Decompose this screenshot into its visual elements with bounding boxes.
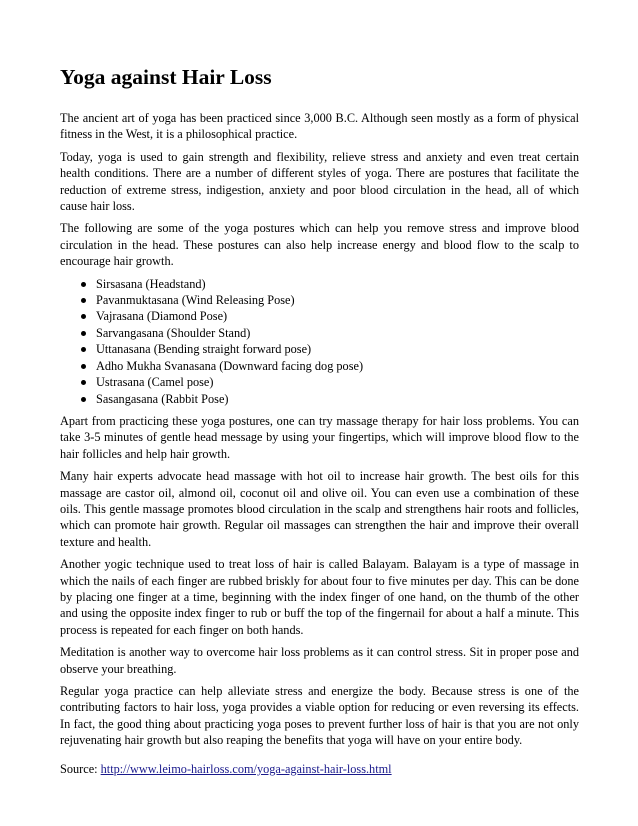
bullet-icon (81, 397, 86, 402)
source-line (60, 761, 579, 777)
list-item-text: Pavanmuktasana (Wind Releasing Pose) (96, 293, 295, 308)
list-item-text: Uttanasana (Bending straight forward pose) (96, 342, 312, 357)
source-link[interactable]: http://www.leimo-hairloss.com/yoga-against-hair-loss.html (100, 761, 392, 776)
body-paragraph-4: Meditation is another way to overcome hair loss problems as it can control stress. Sit in proper pose and observe your breathing. (60, 645, 579, 676)
list-item (96, 374, 579, 390)
body-paragraph-2: Many hair experts advocate head massage with hot oil to increase hair growth. The best oils for this massage are castor oil, almond oil, coconut oil and olive oil. You can even use a combination of these oils. This gentle massage promotes blood circulation in the scalp and strengthens hair roots and follicles, which can promote hair growth. Regular oil massages can strengthen the hair and improve their overall texture and health. (60, 469, 579, 549)
bullet-icon (81, 298, 86, 303)
list-item-text: Sarvangasana (Shoulder Stand) (96, 325, 251, 340)
document-title: Yoga against Hair Loss (60, 65, 272, 89)
intro-paragraph-1: The ancient art of yoga has been practiced since 3,000 B.C. Although seen mostly as a form of physical fitness in the West, it is a philosophical practice. (60, 111, 579, 142)
list-item-text: Sasangasana (Rabbit Pose) (96, 391, 229, 406)
list-item-text: Adho Mukha Svanasana (Downward facing dog pose) (96, 358, 364, 373)
list-item-text: Vajrasana (Diamond Pose) (96, 309, 228, 324)
source-label: Source: (60, 761, 101, 776)
list-item (96, 358, 579, 374)
body-paragraph-3: Another yogic technique used to treat loss of hair is called Balayam. Balayam is a type of massage in which the nails of each finger are rubbed briskly for about four to five minutes per day. This can be done by placing one finger at a time, beginning with the index finger of one hand, on the thumb of the other and using the opposite index finger to rub or buff the top of the fingernail for about a half a minute. This process is repeated for each finger on both hands. (60, 557, 579, 637)
intro-paragraph-2: Today, yoga is used to gain strength and flexibility, relieve stress and anxiety and even treat certain health conditions. There are a number of different styles of yoga. There are postures that facilitate the reduction of extreme stress, indigestion, anxiety and poor blood circulation in the head, all of which cause hair loss. (60, 149, 579, 214)
list-item (96, 292, 579, 308)
body-paragraph-1: Apart from practicing these yoga postures, one can try massage therapy for hair loss problems. You can take 3-5 minutes of gentle head message by using your fingertips, which will improve blood flow to the hair follicles and help hair growth. (60, 413, 579, 461)
bullet-icon (81, 347, 86, 352)
list-item (96, 276, 579, 292)
list-item (96, 391, 579, 407)
document-page (60, 64, 579, 783)
list-item-text: Ustrasana (Camel pose) (96, 375, 214, 390)
bullet-icon (81, 282, 86, 287)
list-item (96, 341, 579, 357)
bullet-icon (81, 314, 86, 319)
postures-list (60, 276, 579, 407)
bullet-icon (81, 364, 86, 369)
bullet-icon (81, 331, 86, 336)
body-paragraph-5: Regular yoga practice can help alleviate stress and energize the body. Because stress is one of the contributing factors to hair loss, yoga provides a viable option for reducing or even reversing its effects. In fact, the good thing about practicing yoga poses to prevent further loss of hair is that you are not only rejuvenating hair growth but also reaping the benefits that yoga will have on your entire body. (60, 684, 579, 748)
intro-paragraph-3: The following are some of the yoga postures which can help you remove stress and improve blood circulation in the head. These postures can also help increase energy and blood flow to the scalp to encourage hair growth. (60, 221, 579, 269)
bullet-icon (81, 380, 86, 385)
list-item (96, 308, 579, 324)
list-item (96, 325, 579, 341)
list-item-text: Sirsasana (Headstand) (96, 276, 206, 291)
